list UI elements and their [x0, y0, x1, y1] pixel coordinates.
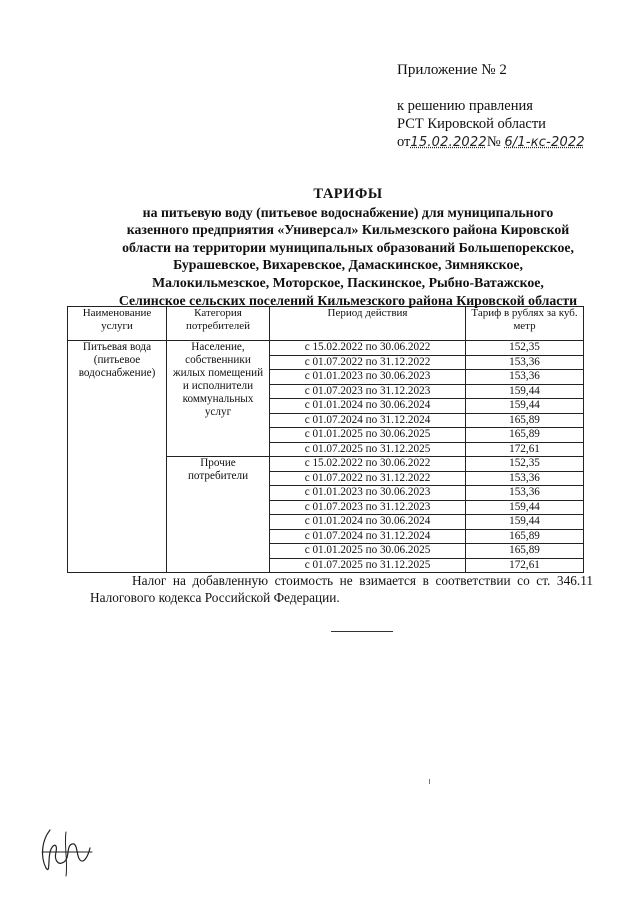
period-cell: с 01.07.2022 по 31.12.2022	[270, 355, 466, 370]
period-cell: с 01.07.2023 по 31.12.2023	[270, 384, 466, 399]
period-cell: с 01.07.2023 по 31.12.2023	[270, 500, 466, 515]
tariff-cell: 153,36	[466, 370, 584, 385]
header-tariff: Тариф в рублях за куб. метр	[466, 307, 584, 341]
category-cell: Прочие потребители	[167, 457, 270, 573]
tariff-cell: 153,36	[466, 471, 584, 486]
title-line-3: области на территории муниципальных образований Большепорекское,	[122, 239, 574, 255]
document-title	[80, 186, 616, 309]
period-cell: с 01.01.2024 по 30.06.2024	[270, 399, 466, 414]
category-cell: Население, собственники жилых помещений и исполнители коммунальных услуг	[167, 341, 270, 457]
period-cell: с 01.07.2022 по 31.12.2022	[270, 471, 466, 486]
table-row	[68, 341, 584, 356]
table-header-row	[68, 307, 584, 341]
decision-line-2: РСТ Кировской области	[397, 116, 546, 132]
tariff-cell: 165,89	[466, 413, 584, 428]
decision-number-sign: №	[486, 134, 501, 150]
scan-mark	[429, 779, 430, 784]
period-cell: с 01.01.2025 по 30.06.2025	[270, 428, 466, 443]
service-name-cell: Питьевая вода (питьевое водоснабжение)	[68, 341, 167, 573]
period-cell: с 15.02.2022 по 30.06.2022	[270, 457, 466, 472]
tariff-table-body	[68, 341, 584, 573]
period-cell: с 01.07.2025 по 31.12.2025	[270, 558, 466, 573]
title-line-4: Бурашевское, Вихаревское, Дамаскинское, Зимнякское,	[173, 257, 523, 273]
title-line-5: Малокильмезское, Моторское, Паскинское, Рыбно-Ватажское,	[152, 274, 544, 290]
tariff-cell: 159,44	[466, 500, 584, 515]
title-main: ТАРИФЫ	[313, 186, 383, 202]
tariff-cell: 152,35	[466, 457, 584, 472]
period-cell: с 01.07.2025 по 31.12.2025	[270, 442, 466, 457]
decision-line-3	[397, 133, 585, 152]
tariff-cell: 165,89	[466, 544, 584, 559]
tariff-cell: 153,36	[466, 486, 584, 501]
decision-date: 15.02.2022	[410, 135, 487, 150]
tariff-cell: 172,61	[466, 558, 584, 573]
header-period: Период действия	[270, 307, 466, 341]
period-cell: с 01.01.2024 по 30.06.2024	[270, 515, 466, 530]
signature-mark	[36, 822, 96, 882]
appendix-label: Приложение № 2	[397, 62, 507, 78]
header-category: Категория потребителей	[167, 307, 270, 341]
title-line-2: казенного предприятия «Универсал» Кильмезского района Кировской	[126, 222, 570, 238]
period-cell: с 01.07.2024 по 31.12.2024	[270, 529, 466, 544]
decision-number: 6/1-кс-2022	[504, 135, 585, 150]
tariff-table	[67, 306, 584, 573]
header-service: Наименование услуги	[68, 307, 167, 341]
tariff-cell: 152,35	[466, 341, 584, 356]
decision-reference	[397, 97, 585, 152]
tariff-cell: 153,36	[466, 355, 584, 370]
tariff-cell: 159,44	[466, 399, 584, 414]
period-cell: с 01.01.2023 по 30.06.2023	[270, 370, 466, 385]
period-cell: с 15.02.2022 по 30.06.2022	[270, 341, 466, 356]
tariff-cell: 172,61	[466, 442, 584, 457]
tax-footnote: Налог на добавленную стоимость не взимается в соответствии со ст. 346.11 Налогового кодекса Российской Федерации.	[90, 573, 593, 605]
period-cell: с 01.01.2025 по 30.06.2025	[270, 544, 466, 559]
tariff-cell: 165,89	[466, 529, 584, 544]
period-cell: с 01.07.2024 по 31.12.2024	[270, 413, 466, 428]
tariff-cell: 159,44	[466, 384, 584, 399]
tariff-cell: 165,89	[466, 428, 584, 443]
period-cell: с 01.01.2023 по 30.06.2023	[270, 486, 466, 501]
title-line-1: на питьевую воду (питьевое водоснабжение) для муниципального	[142, 204, 554, 220]
tariff-cell: 159,44	[466, 515, 584, 530]
separator-line	[331, 631, 393, 632]
decision-prefix: от	[397, 134, 411, 150]
title-line-6: Селинское сельских поселений Кильмезского района Кировской области	[118, 292, 578, 308]
decision-line-1: к решению правления	[397, 98, 533, 114]
